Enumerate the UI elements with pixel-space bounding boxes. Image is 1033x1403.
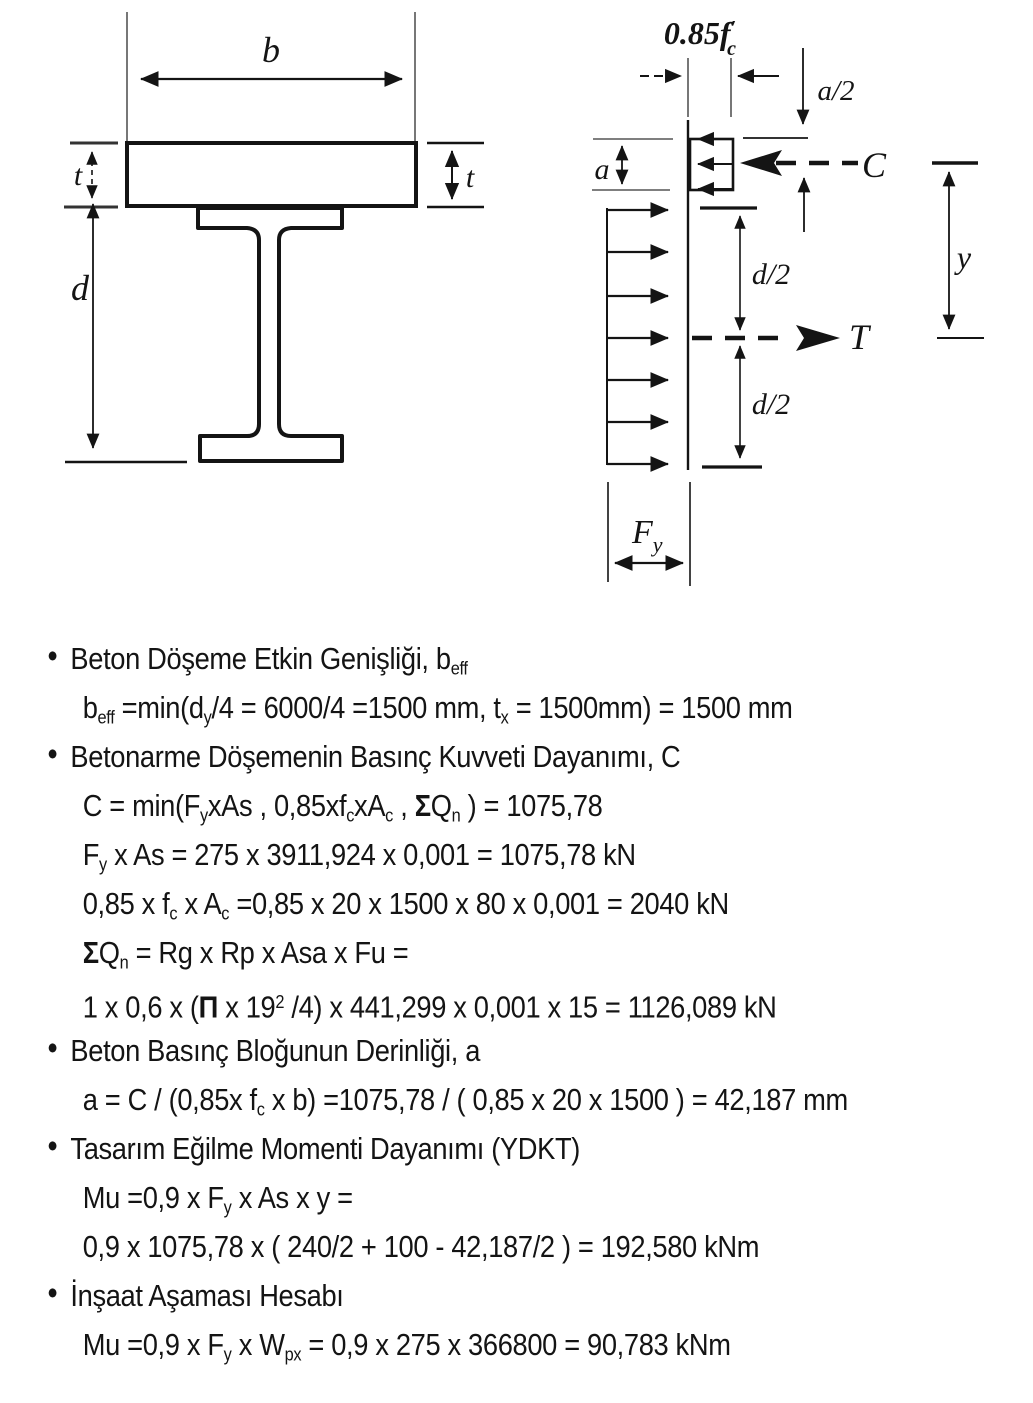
- formula-line: $\Sigma Q_n = Rg$ x Rp x Asa x Fu =: [82, 935, 409, 973]
- label-d: d: [71, 268, 89, 308]
- calculation-notes: [0, 637, 1033, 1372]
- bullet-marker: •: [47, 1029, 58, 1066]
- formula-line: 1 x 0,6 x (Π x $19^2$ /4) x 441,299 x 0,001 x 15 = 1126,089 kN: [82, 989, 777, 1025]
- bullet-title-text: Betonarme Döşemenin Basınç Kuvveti Dayanımı, C: [70, 739, 681, 774]
- label-T: T: [849, 317, 870, 357]
- bullet-title: [0, 1127, 909, 1176]
- label-t-right: t: [465, 161, 475, 194]
- label-d-half-top: d/2: [751, 258, 791, 291]
- t-dimension-left: [64, 143, 118, 207]
- bullet-title: [0, 1274, 909, 1323]
- bullet-title-text: Beton Basınç Bloğunun Derinliği, a: [70, 1033, 481, 1068]
- formula-line: a = C / (0,85x $f_c$ x b) =1075,78 / ( 0,85 x 20 x 1500 ) = 42,187 mm: [82, 1082, 848, 1120]
- composite-section-diagram: [64, 12, 484, 462]
- stress-distribution-diagram: [592, 48, 984, 586]
- bullet-marker: •: [47, 735, 58, 772]
- bullet-marker: •: [47, 637, 58, 674]
- tension-force-arrow: [692, 325, 840, 351]
- label-d-half-bottom: d/2: [751, 388, 791, 421]
- compression-force-arrow: [740, 150, 858, 176]
- t-dimension-right: [427, 143, 484, 207]
- label-Fy: $F_y$: [632, 514, 663, 557]
- bullet-title: [0, 735, 909, 784]
- formula-line: 0,85 x $f_c$ x $A_c =0,85$ x 20 x 1500 x 80 x 0,001 = 2040 kN: [82, 886, 729, 924]
- bullet-title: [0, 1029, 909, 1078]
- label-y: y: [956, 239, 972, 275]
- bullet-title-text: Beton Döşeme Etkin Genişliği, $b_{eff}$: [70, 641, 468, 679]
- bullet-marker: •: [47, 1127, 58, 1164]
- bullet-title: [0, 637, 909, 686]
- steel-i-beam: [198, 208, 342, 461]
- formula-line: Mu =0,9 x $F_y$ x $W_{px} = 0,9$ x 275 x 366800 = 90,783 kNm: [82, 1327, 731, 1365]
- beam-diagrams: [0, 0, 1033, 610]
- formula-line: $F_y$ x As = 275 x 3911,924 x 0,001 = 1075,78 kN: [82, 837, 636, 875]
- label-085fc: 0.85f′ c: [663, 15, 737, 60]
- d-dimension: [65, 204, 187, 462]
- formula-line: $b_{eff} =\min(d_y/4 = 6000/4 =1500$ mm, $t_x = 1500mm) = 1500$ mm: [82, 690, 793, 728]
- bullet-title-text: İnşaat Aşaması Hesabı: [70, 1278, 344, 1313]
- bullet-title-text: Tasarım Eğilme Momenti Dayanımı (YDKT): [70, 1131, 581, 1166]
- label-C: C: [862, 145, 887, 185]
- formula-line: Mu =0,9 x $F_y$ x As x y =: [82, 1180, 353, 1218]
- steel-tension-block: [607, 120, 688, 470]
- bullet-marker: •: [47, 1274, 58, 1311]
- label-t-left: t: [73, 159, 83, 192]
- a-half-dimension: [803, 48, 804, 232]
- label-b: b: [262, 30, 280, 70]
- formula-line: 0,9 x 1075,78 x ( 240/2 + 100 - 42,187/2 ) = 192,580 kNm: [82, 1229, 760, 1264]
- formula-line: $C = \min(F_yxAs$ , $0,85xf_cxA_c$ , $\Sigma Q_n$ ) = 1075,78: [82, 788, 603, 826]
- label-a: a: [594, 153, 610, 186]
- concrete-stress-block: [640, 58, 808, 190]
- label-a-half: a/2: [817, 75, 855, 107]
- concrete-slab: [127, 143, 416, 206]
